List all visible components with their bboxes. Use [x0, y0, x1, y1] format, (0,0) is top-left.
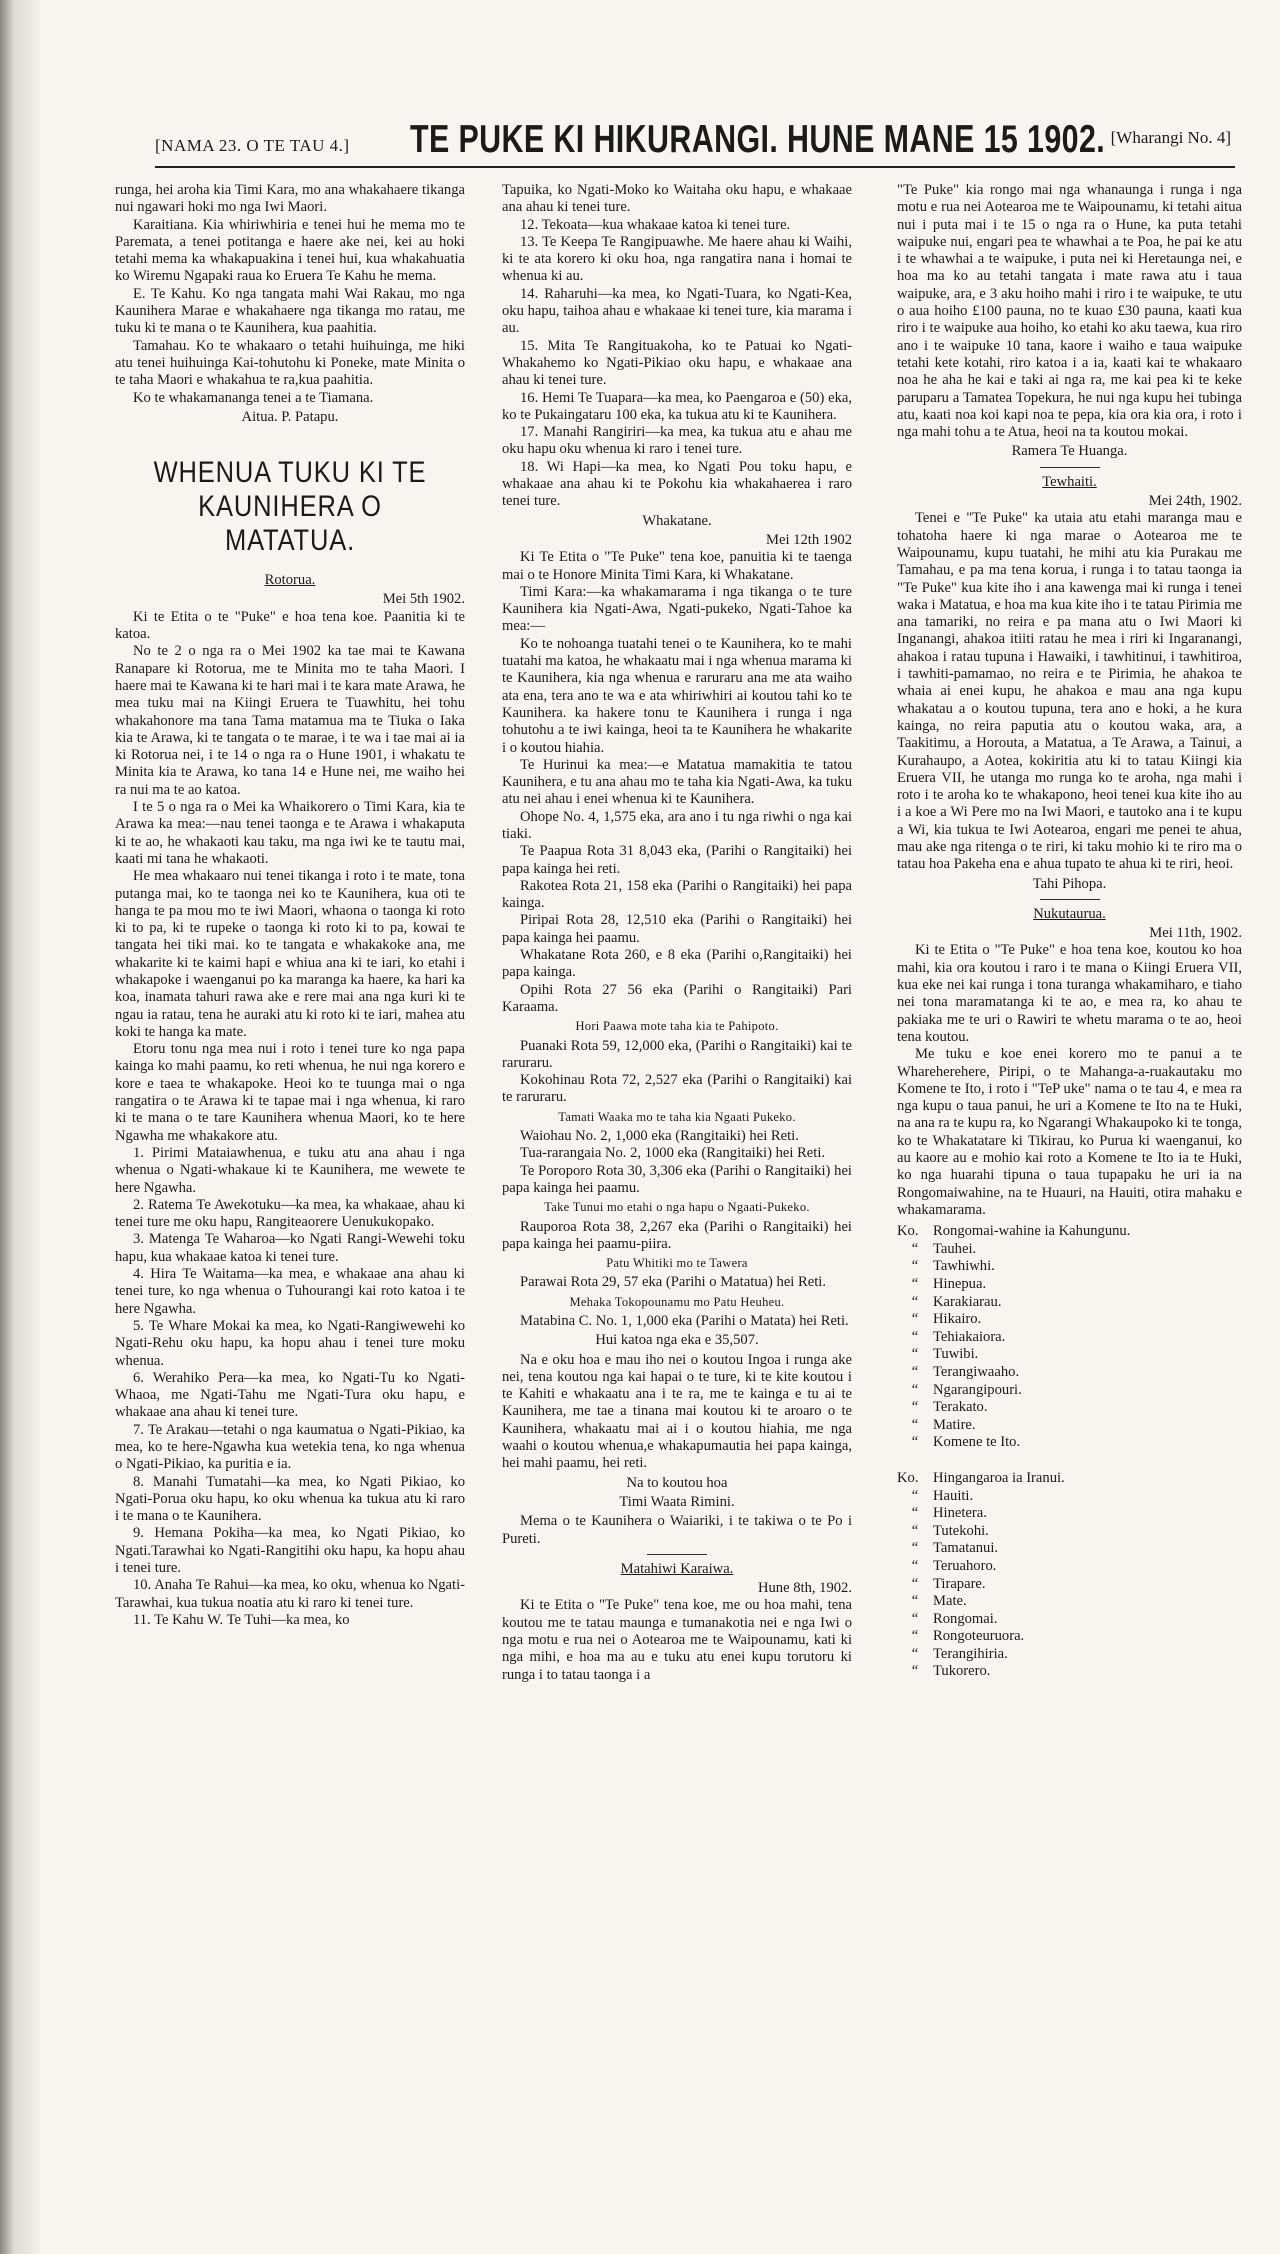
- ditto: “: [911, 1645, 919, 1662]
- place: Matahiwi Karaiwa.: [620, 1560, 734, 1577]
- paragraph: Timi Kara:—ka whakamarama i nga tikanga o te ture Kaunihera kia Ngati-Awa, Ngati-pukeko, Ngati-Tahoe ka mea:—: [502, 583, 852, 635]
- paragraph: Matabina C. No. 1, 1,000 eka (Parihi o Matata) hei Reti.: [520, 1313, 849, 1329]
- list-item: 1. Pirimi Mataiawhenua, e tuku atu ana ahau i nga whenua o Ngati-whakaue ki te Kaunihera, me wewete te here Ngawha.: [115, 1144, 465, 1196]
- ditto: “: [911, 1593, 919, 1610]
- paragraph: runga, hei aroha kia Timi Kara, mo ana whakahaere tikanga nui ngawari hoki mo nga Iwi Maori.: [115, 182, 465, 216]
- divider: [1040, 467, 1100, 468]
- ditto: “: [911, 1663, 919, 1680]
- dateline: Mei 5th 1902.: [382, 591, 465, 608]
- list-item: “ Tawhiwhi.: [897, 1258, 1242, 1276]
- list-item: “ Tauhei.: [897, 1241, 1242, 1259]
- list-item: “ Terakato.: [897, 1399, 1242, 1417]
- list-item: “ Hinetera.: [897, 1505, 1242, 1523]
- ditto: “: [911, 1346, 919, 1363]
- list-item: 11. Te Kahu W. Te Tuhi—ka mea, ko: [133, 1611, 350, 1628]
- ditto: “: [911, 1434, 919, 1451]
- list-item: “ Mate.: [897, 1593, 1242, 1611]
- paragraph: Ki te Etita o "Te Puke" e hoa tena koe, koutou ko hoa mahi, kia ora koutou i raro i te mana o Kiingi Eruera VII, kua eke nei kai runga i tona turanga whakamiharo, e tiaho nei tona maramatanga ki te ao, e mea ra, ko ahau te pakiaka me te uri o Rawiri te whetu marama o te ao, heoi tena koutou.: [897, 942, 1242, 1045]
- paragraph: Rauporoa Rota 38, 2,267 eka (Parihi o Rangitaiki) hei papa kainga hei paamu-piira.: [502, 1218, 852, 1252]
- list-item: “ Hinepua.: [897, 1276, 1242, 1294]
- divider: [1040, 899, 1100, 900]
- ditto: “: [911, 1416, 919, 1433]
- paragraph: Mema o te Kaunihera o Waiariki, i te takiwa o te Po i Pureti.: [502, 1513, 852, 1547]
- list-item: 13. Te Keepa Te Rangipuawhe. Me haere ahau ki Waihi, ki te ata korero ki oku hoa, nga rangatira nana i homai te whenua ki au.: [502, 233, 852, 285]
- issue-number: [NAMA 23. O TE TAU 4.]: [155, 136, 350, 155]
- place: Nukutaurua.: [1033, 905, 1106, 922]
- ditto: “: [911, 1258, 919, 1275]
- ditto: “: [911, 1276, 919, 1292]
- list-item: 15. Mita Te Rangituakoha, ko te Patuai ko Ngati-Whakahemo ko Ngati-Pikiao oku hapu, e whakaae ana ahau ki tenei ture.: [502, 337, 852, 389]
- ditto: “: [911, 1505, 919, 1522]
- paragraph: Whakatane Rota 260, e 8 eka (Parihi o,Rangitaiki) hei papa kainga.: [502, 947, 852, 981]
- list-item: 12. Tekoata—kua whakaae katoa ki tenei ture.: [520, 216, 791, 233]
- list-item: “ Teruahoro.: [897, 1558, 1242, 1576]
- place: Rotorua.: [264, 572, 316, 589]
- paragraph: Karaitiana. Kia whiriwhiria e tenei hui he mema mo te Paremata, a tenei potitanga e haere ake nei, kei au hoki tetahi mema ka whakapuakina i tenei hui, kua whakahuatia ko Wiremu Ngapaki raua ko Eruera Te Kahu he mema.: [115, 216, 465, 285]
- paragraph: No te 2 o nga ra o Mei 1902 ka tae mai te Kawana Ranapare ki Rotorua, me te Minita mo te taha Maori. I haere mai te Kawana ki te hari mai i te kara mate Arawa, he mea tuku mai na Kiingi Eruera te Tuawhitu, hei tohu whakahonore ma tana Tama matamua ma te Tiuka o Iaka kia te Arawa, ki te tangata o te marae, i te wa i tae mai ai ia ki Rotorua nei, i te 14 o nga ra o Hune 1901, i whakatu te Minita kia te Arawa, ko tana 14 e Hune nei, me waiho hei ra nui ma te ao katoa.: [115, 643, 465, 798]
- list-item: “ Tehiakaiora.: [897, 1329, 1242, 1347]
- page-number: [Wharangi No. 4]: [1110, 128, 1231, 147]
- genealogy-list-1: [897, 1223, 1242, 1452]
- paragraph: Ko te whakamananga tenei a te Tiamana.: [133, 389, 374, 406]
- paragraph: Te Hurinui ka mea:—e Matatua mamakitia te tatou Kaunihera, e tu ana ahau mo te taha kia Ngati-Awa, ka tuku atu nei ahau i enei whenua ki te Kaunihera.: [502, 756, 852, 808]
- list-item: 17. Manahi Rangiriri—ka mea, ka tukua atu e ahau me oku hapu oku whenua ki raro i tenei ture.: [502, 424, 852, 458]
- list-item: “ Tamatanui.: [897, 1540, 1242, 1558]
- paragraph: Ki Te Etita o "Te Puke" tena koe, panuitia ki te taenga mai o te Honore Minita Timi Kara, ki Whakatane.: [502, 549, 852, 583]
- paragraph: Rakotea Rota 21, 158 eka (Parihi o Rangitaiki) hei papa kainga.: [502, 877, 852, 912]
- list-item: “ Hauiti.: [897, 1488, 1242, 1506]
- paragraph: Na e oku hoa e mau iho nei o koutou Ingoa i runga ake nei, tena koutou nga kai hapai o te ture, ki te kite koutou i te Kahiti e whakaatu ana i te ra, me te kainga e tu ai te Kaunihera, me tae a tinana mai koutou ki te aroaro o te Kaunihera, whakaatu mai ai i o koutou hiahia, me nga waahi o koutou whenua,e whakapumautia hei papa kainga, hei mahi paamu, hei reti.: [502, 1351, 852, 1472]
- list-item: 9. Hemana Pokiha—ka mea, ko Ngati Pikiao, ko Ngati.Tarawhai ko Ngati-Rangitihi oku hapu, ka hopu ahau i tenei ture.: [115, 1525, 465, 1577]
- list-item: 5. Te Whare Mokai ka mea, ko Ngati-Rangiwewehi ko Ngati-Rehu oku hapu, ka hopu ahau i tenei ture moku whenua.: [115, 1317, 465, 1369]
- list-item: 6. Werahiko Pera—ka mea, ko Ngati-Tu ko Ngati-Whaoa, me Ngati-Tahu me Ngati-Tura oku hapu, e whakaae ana ahau ki tenei ture.: [115, 1369, 465, 1421]
- list-item: 18. Wi Hapi—ka mea, ko Ngati Pou toku hapu, e whakaae ana ahau ki te Pokohu kia whakahaerea i raro tenei ture.: [502, 458, 852, 510]
- list-item: “ Rongoteuruora.: [897, 1628, 1242, 1646]
- column-2: [502, 182, 852, 2192]
- ditto: “: [911, 1522, 919, 1539]
- paragraph: Me tuku e koe enei korero mo te panui a te Whareherehere, Piripi, o te Mahanga-a-ruakautaku mo Komene te Ito, i roto i "TeP uke" nama o te tau 4, e mea ra nga kupu o taua panui, he uri a Komene te Ito na te Huki, na ana ra te kupu ra, ko Ngarangi Whakaupoko ki te tonga, ko te Whakatatare ki Tikirau, ko Purua ki waenganui, ko au kaore au e mohio kai roto a Komene te Ito ia te Huki, ko nga huarahi tipuna o taua tupapaku he uri ia na Rongomaiwahine, na te Huauri, na Hauiti, otira mahaku e whakamarama.: [897, 1046, 1242, 1218]
- ditto: “: [911, 1487, 919, 1504]
- dateline: Mei 12th 1902: [766, 531, 852, 548]
- place: Tewhaiti.: [1042, 473, 1097, 490]
- paragraph: He mea whakaaro nui tenei tikanga i roto i te mate, tona putanga mai, ko te taonga nei ko te Kaunihera, kua oti te hanga te pa mou mo te iwi Maori, whaona o taonga ki roto ki to pa, ki te rupeke o taonga ki roto ki to pa, kowai te tangata hei tiki mai. ko te tangata e whakakoke ana, me whakarite ki te kaimi hapi e whiua ana ki te iari, ko etahi i whakapoke i waenganui po ka maranga ka haere, ka hari ka koa, inamata tahuri rawa ake e rere mai ana nga kuri ki te ngau ia ratau, tena he auraki atu ki roto ki te iari, mahea atu koki te hanga ka mate.: [115, 868, 465, 1040]
- paragraph: Tamahau. Ko te whakaaro o tetahi huihuinga, me hiki atu tenei huihuinga Kai-tohutohu ki Poneke, mate Minita o te taha Maori e whakahua te ra,kua paahitia.: [115, 337, 465, 389]
- list-item: “ Tirapare.: [897, 1576, 1242, 1594]
- list-item: “ Tutekohi.: [897, 1523, 1242, 1541]
- subhead: Hori Paawa mote taha kia te Pahipoto.: [575, 1019, 779, 1034]
- total: Hui katoa nga eka e 35,507.: [595, 1332, 759, 1349]
- ditto: “: [911, 1399, 919, 1416]
- paragraph: Ko te nohoanga tuatahi tenei o te Kaunihera, ko te mahi tuatahi ma katoa, he whakaatu mai i nga whenua marama ki te Kaunihera, kia nga whenua e raruraru ana me ata waiho ata ena, tera ano te wa e ata whiriwhiri ai koutou tahi ko te Kaunihera. ka hakere tonu te Kaunihera i runga i nga tohutohu a te iwi kainga, heoi ta te Kaunihera he whakarite i o koutou hiahia.: [502, 635, 852, 756]
- list-item: Ko. Rongomai-wahine ia Kahungunu.: [897, 1223, 1131, 1240]
- paragraph: Tapuika, ko Ngati-Moko ko Waitaha oku hapu, e whakaae ana ahau ki tenei ture.: [502, 182, 852, 216]
- dateline: Hune 8th, 1902.: [757, 1580, 852, 1597]
- paragraph: Kokohinau Rota 72, 2,527 eka (Parihi o Rangitaiki) kai te raruraru.: [502, 1072, 852, 1106]
- genealogy-list-2: [897, 1470, 1242, 1681]
- lead: Ko.: [897, 1223, 919, 1240]
- ditto: “: [911, 1610, 919, 1627]
- place: Whakatane.: [642, 512, 712, 529]
- dateline: Mei 24th, 1902.: [1148, 493, 1242, 510]
- paragraph: E. Te Kahu. Ko nga tangata mahi Wai Rakau, mo nga Kaunihera Marae e whakahaere nga tikanga mo ratau, me tuku ki te mana o te Kaunihera, kua paahitia.: [115, 285, 465, 337]
- list-item: 8. Manahi Tumatahi—ka mea, ko Ngati Pikiao, ko Ngati-Porua oku hapu, ko oku whenua ka tukua atu ki raro i te mana o te Kaunihera.: [115, 1473, 465, 1525]
- list-item: “ Terangiwaaho.: [897, 1364, 1242, 1382]
- paragraph: I te 5 o nga ra o Mei ka Whaikorero o Timi Kara, kia te Arawa ka mea:—nau tenei taonga e te Arawa i whakaputa ki te ao, he whakaoti kau taku, ma nga iwi ke te tautu mai, kaati mi tana he whakaoti.: [115, 799, 465, 867]
- subhead: Tamati Waaka mo te taha kia Ngaati Pukeko.: [558, 1109, 796, 1124]
- list-item: “ Rongomai.: [897, 1611, 1242, 1629]
- column-3: [897, 182, 1242, 2192]
- ditto: “: [911, 1293, 919, 1310]
- paragraph: "Te Puke" kia rongo mai nga whanaunga i runga i nga motu e rua nei Aotearoa me te Waipounamu, ki tetahi aitua nui i puta mai i te 15 o nga ra o Hune, ka puta tetahi waipuke nui, engari pea te whawhai a te Poa, he pai ke atu i te whawhai a te waipuke, i puta nei ki Heretaunga nei, e hoa ma ko au tetahi tangata i mate rawa atu i taua waipuke, ara, e 3 aku hoiho mahi i riro i te waipuke, te utu o aua hoiho £100 pauna, no te kuao £30 pauna, kaati kua riro i te waipuke aua hoiho, ko etahi ko aku taewa, kua riro ano i te waipuke 10 tana, kaore i waiho e taua waipuke tetahi kete kotahi, riro katoa i a ia, kaati kai te whakaaro noa he aha he kai e taki ai nga ra, me kai pea ki te keke paruparu a Tamatea Topekura, he nui nga kupu hei tubinga atu, kaati noa koi kapi noa te pepa, kia ora kia ora, i roto i nga mahi tohu a te Atua, heoi na ta koutou mokai.: [897, 182, 1242, 441]
- list-item: 2. Ratema Te Awekotuku—ka mea, ka whakaae, ahau ki tenei ture me oku hapu, Rangiteaorere Uenukukopako.: [115, 1196, 465, 1231]
- list-item: “ Karakiarau.: [897, 1294, 1242, 1312]
- scan-edge: [0, 0, 40, 2254]
- signature: Tahi Pihopa.: [1032, 875, 1107, 892]
- page-header: [155, 118, 1235, 168]
- paragraph: Opihi Rota 27 56 eka (Parihi o Rangitaiki) Pari Karaama.: [502, 981, 852, 1015]
- list-item: 10. Anaha Te Rahui—ka mea, ko oku, whenua ko Ngati-Tarawhai, kua tukua noatia atu ki raro ki tenei ture.: [115, 1577, 465, 1611]
- list-item: 4. Hira Te Waitama—ka mea, e whakaae ana ahau ki tenei ture, ko nga whenua o Tuhourangi kai roto katoa i te here Ngawha.: [115, 1266, 465, 1317]
- list-item: “ Komene te Ito.: [897, 1434, 1242, 1452]
- paragraph: Ki te Etita o te "Puke" e hoa tena koe. Paanitia ki te katoa.: [115, 608, 465, 643]
- lead: Ko.: [897, 1469, 919, 1486]
- list-item: “ Terangihiria.: [897, 1646, 1242, 1664]
- paragraph: Tua-rarangaia No. 2, 1000 eka (Rangitaiki) hei Reti.: [520, 1145, 826, 1162]
- closing: Na to koutou hoa: [626, 1474, 728, 1491]
- subhead: Take Tunui mo etahi o nga hapu o Ngaati-Pukeko.: [544, 1200, 810, 1215]
- list-item: “ Ngarangipouri.: [897, 1382, 1242, 1400]
- paragraph: Ohope No. 4, 1,575 eka, ara ano i tu nga riwhi o nga kai tiaki.: [502, 808, 852, 842]
- ditto: “: [911, 1328, 919, 1345]
- paragraph: Waiohau No. 2, 1,000 eka (Rangitaiki) hei Reti.: [520, 1128, 799, 1145]
- list-item: “ Tuwibi.: [897, 1346, 1242, 1364]
- paragraph: Te Poroporo Rota 30, 3,306 eka (Parihi o Rangitaiki) hei papa kainga hei paamu.: [502, 1162, 852, 1196]
- paragraph: Te Paapua Rota 31 8,043 eka, (Parihi o Rangitaiki) hei papa kainga hei reti.: [502, 843, 852, 877]
- ditto: “: [911, 1311, 919, 1328]
- list-item: “ Matire.: [897, 1417, 1242, 1435]
- dateline: Mei 11th, 1902.: [1149, 925, 1242, 942]
- list-item: 16. Hemi Te Tuapara—ka mea, ko Paengaroa e (50) eka, ko te Pukaingataru 100 eka, ka tukua atu ki te Kaunihera.: [502, 389, 852, 423]
- signature: Timi Waata Rimini.: [619, 1493, 735, 1510]
- paragraph: Puanaki Rota 59, 12,000 eka, (Parihi o Rangitaiki) kai te raruraru.: [502, 1037, 852, 1071]
- list-item: 3. Matenga Te Waharoa—ko Ngati Rangi-Wewehi toku hapu, kua whakaae katoa ki tenei ture.: [115, 1231, 465, 1265]
- paragraph: Piripai Rota 28, 12,510 eka (Parihi o Rangitaiki) hei papa kainga hei paamu.: [502, 912, 852, 946]
- paragraph: Ki te Etita o "Te Puke" tena koe, me ou hoa mahi, tena koutou me te tatau maunga e tumanakotia nei e nga Iwi o nga motu e rua nei o Aotearoa me te Waipounamu, kati ki nga mihi, e hoa ma au e tuku atu enei kupu torutoru ki runga i to tatau taonga i a: [502, 1597, 852, 1683]
- list-item: “ Hikairo.: [897, 1311, 1242, 1329]
- ditto: “: [911, 1381, 919, 1398]
- subhead: Mehaka Tokopounamu mo Patu Heuheu.: [569, 1294, 785, 1309]
- article-heading: WHENUA TUKU KI TE KAUNIHERA O MATATUA.: [153, 456, 427, 558]
- ditto: “: [911, 1575, 919, 1592]
- list-item: 14. Raharuhi—ka mea, ko Ngati-Tuara, ko Ngati-Kea, oku hapu, taihoa ahau e whakaae ki tenei ture, kia marama i au.: [502, 285, 852, 337]
- list-item: “ Tukorero.: [897, 1663, 1242, 1681]
- list-item: Ko. Hingangaroa ia Iranui.: [897, 1469, 1065, 1486]
- ditto: “: [911, 1557, 919, 1574]
- divider: [647, 1554, 707, 1555]
- signature: Ramera Te Huanga.: [1011, 443, 1128, 460]
- column-1: [115, 182, 465, 2192]
- paragraph: Tenei e "Te Puke" ka utaia atu etahi maranga mau e tohatoha haere ki nga marae o Aotearoa me te Waipounamu, kupu tuatahi, he mihi atu kia Purakau me Tamahau, e pa ma tena korua, i runga i to tatau taonga ia "Te Puke" kua kite iho i ana kawenga mai ki runga i tenei waka i Matatua, e hoa ma kua kite iho i te tatau Pirimia me ana tamariki, no reira e pa mana atu o Iwi Maori ki Inganangi, ahakoa itiiti ratau he mea i riri ki Ingaranangi, ahakoa i ratau tupuna i Hawaiki, i tawhitinui, i tawhitiroa, i tawhiti-pamamao, no reira e te Pirimia, he ahakoa te whaia ai enei kupu, he ahakoa e mau ana nga kupu whakatau a o koutou tupuna, tera ano e hoki, a he kura kainga, no reira paputia atu o koutou waka, ara, a Taakitimu, a Horouta, a Matatua, a Te Arawa, a Tainui, a Kurahaupo, a Aotea, kokiritia atu ki to tatau Kiingi kia Eruera VII, he utanga mo runga ko te aroha, nga mahi i roto i te aroha ko te whakapono, heoi tenei kua kite iho au i a koe a Wi Pere mo na Iwi Maori, e tautoko ana i te kupu a Wi, kia tukua te Iwi Aotearoa, engari me penei te ahua, mau ake nga ritenga o te riri, ki taku mohio ki te riro ma o tatau hoa Pakeha ena e ahua tupato te ahua ki te riri, heoi.: [897, 510, 1242, 873]
- masthead-title: TE PUKE KI HIKURANGI. HUNE MANE 15 1902.: [410, 118, 1106, 161]
- subhead: Patu Whitiki mo te Tawera: [606, 1256, 748, 1271]
- ditto: “: [911, 1363, 919, 1380]
- signature: Aitua. P. Patapu.: [241, 408, 339, 425]
- paragraph: Parawai Rota 29, 57 eka (Parihi o Matatua) hei Reti.: [520, 1274, 826, 1291]
- ditto: “: [911, 1628, 919, 1645]
- paragraph: Etoru tonu nga mea nui i roto i tenei ture ko nga papa kainga ko mahi paamu, ko reti whenua, he nui nga korero e kore e taea te whakapoke. Heoi ko te tuunga mai o nga rangatira o te Arawa ki te tapae mai i nga whenua, ki raro ki te mana o te tare Kaunihera whenua Maori, ko te here Ngawha me whakakore atu.: [115, 1041, 465, 1144]
- ditto: “: [911, 1540, 919, 1557]
- ditto: “: [911, 1240, 919, 1257]
- list-item: 7. Te Arakau—tetahi o nga kaumatua o Ngati-Pikiao, ka mea, ko te here-Ngawha kua wetekia tena, ko nga whenua o Ngati-Pikiao, ka puritia e ia.: [115, 1421, 465, 1473]
